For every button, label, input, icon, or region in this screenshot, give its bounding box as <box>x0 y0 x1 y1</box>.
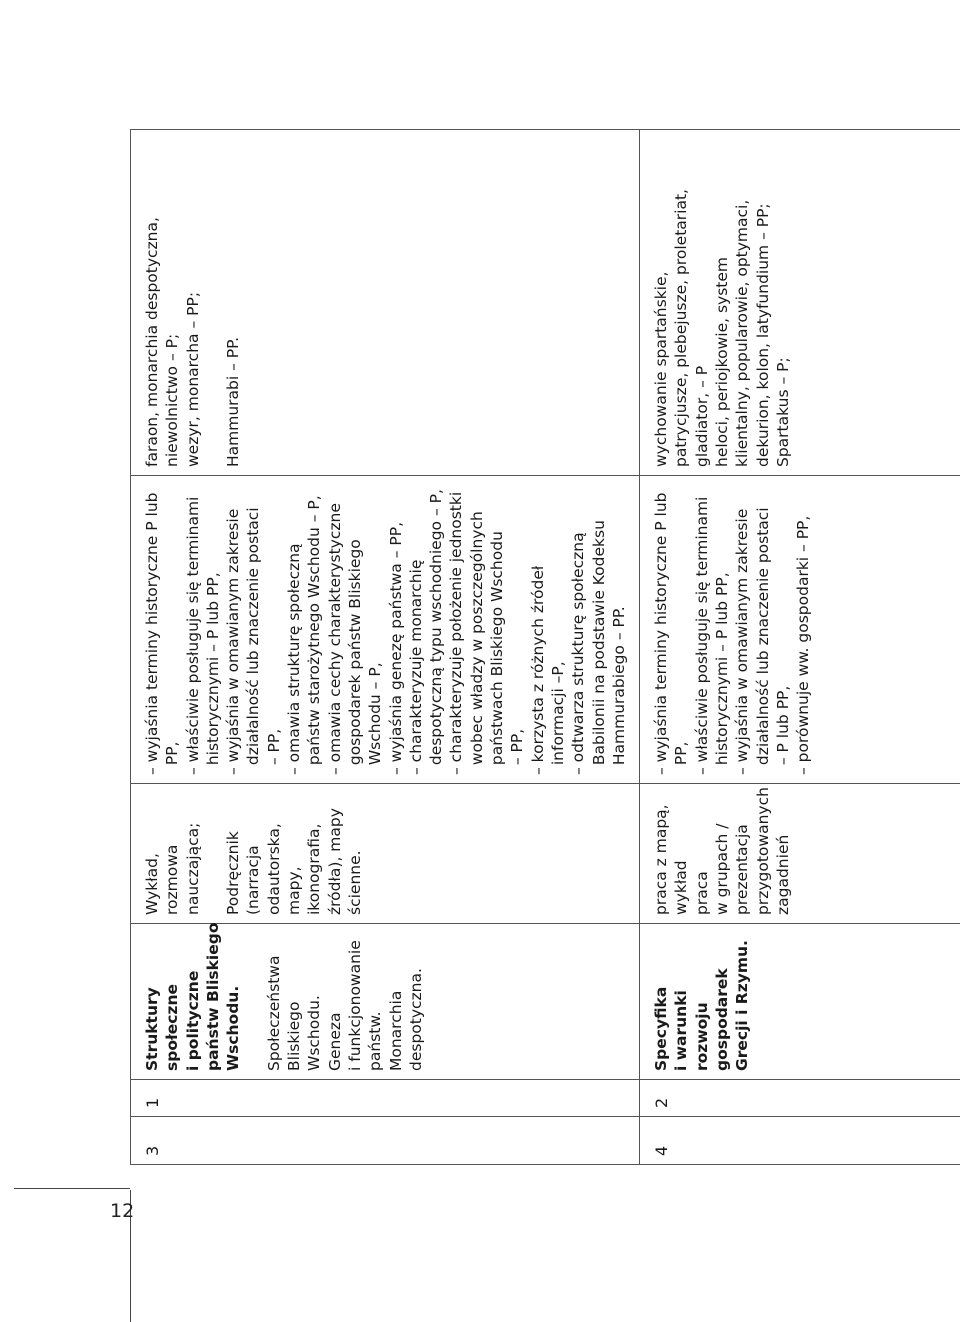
cell-line: w grupach / <box>713 823 732 915</box>
cell-line: społeczne <box>163 984 182 1071</box>
cell-line: zagadnień <box>773 834 792 915</box>
cell-line: historycznymi – P lub PP, <box>203 572 222 775</box>
cell-line: – wyjaśnia w omawianym zakresie <box>733 508 752 775</box>
cell-line: – wyjaśnia genezę państwa – PP, <box>386 521 405 775</box>
topic-cell <box>640 924 960 1080</box>
cell-line: patrycjusze, plebejusze, proletariat, <box>672 189 691 467</box>
cell-line: – porównuje ww. gospodarki – PP, <box>794 515 813 775</box>
page-number: 12 <box>110 1200 135 1222</box>
cell-line: Wykład, <box>143 853 161 915</box>
cell-line: państw. <box>366 1011 385 1071</box>
cell-line: Geneza <box>325 1012 344 1071</box>
cell-line: – odtwarza strukturę społeczną <box>569 532 588 775</box>
cell-line: – charakteryzuje położenie jednostki <box>447 491 466 775</box>
terms-cell <box>640 130 960 476</box>
cell-line: praca z mapą, <box>652 804 671 915</box>
cell-line: wezyr, monarcha – PP; <box>183 291 202 467</box>
cell-line: państw starożytnego Wschodu – P, <box>305 495 324 775</box>
cell-line: – wyjaśnia terminy historyczne P lub <box>652 492 671 775</box>
cell-line: ikonografia, <box>305 823 324 915</box>
line-gap <box>203 792 223 915</box>
cell-line: despotyczna. <box>406 968 425 1071</box>
cell-line: klientalny, popularowie, optymaci, <box>733 199 752 467</box>
cell-line: praca <box>692 871 711 915</box>
cell-line: działalność lub znaczenie postaci <box>753 507 772 775</box>
cell-line: nauczająca; <box>183 822 202 915</box>
cell-line: – omawia cechy charakterystyczne <box>325 503 344 775</box>
cell-line: gospodarek <box>713 968 732 1071</box>
terms-cell <box>131 130 640 476</box>
cell-line: i funkcjonowanie <box>345 940 364 1071</box>
cell-line: prezentacja <box>733 824 752 915</box>
cell-line: – charakteryzuje monarchię <box>406 559 425 775</box>
cell-line: Wschodu. <box>224 985 243 1071</box>
cell-line: państwach Bliskiego Wschodu <box>488 531 507 775</box>
cell-line: – wyjaśnia w omawianym zakresie <box>224 508 243 775</box>
cell-line: – korzysta z różnych źródeł <box>528 565 547 775</box>
table-body <box>131 130 960 1165</box>
methods-cell <box>131 784 640 924</box>
cell-line: despotyczną typu wschodniego – P, <box>427 489 446 775</box>
cell-line: Bliskiego <box>285 1001 304 1071</box>
cell-line: (narracja <box>244 845 263 915</box>
cell-line: – właściwie posługuje się terminami <box>692 496 711 775</box>
cell-line: Hammurabiego – PP. <box>609 606 628 775</box>
cell-line: Wschodu – P, <box>366 662 385 775</box>
line-gap <box>203 138 223 467</box>
cell-line: wobec władzy w poszczególnych <box>467 511 486 775</box>
cell-line: – omawia strukturę społeczną <box>285 543 304 775</box>
cell-line: – PP, <box>264 728 283 775</box>
cell-line: – wyjaśnia terminy historyczne P lub <box>143 492 161 775</box>
cell-line: Specyfika <box>652 986 671 1071</box>
methods-cell <box>640 784 960 924</box>
cell-line: źródła), mapy <box>325 808 344 915</box>
cell-line: – właściwie posługuje się terminami <box>183 496 202 775</box>
cell-line: – P lub PP, <box>773 685 792 775</box>
table-row <box>131 130 640 1165</box>
cell-line: rozwoju <box>692 1002 711 1071</box>
cell-line: PP, <box>163 741 182 775</box>
cell-line: mapy, <box>285 866 304 915</box>
cell-line: i polityczne <box>183 970 202 1071</box>
cell-line: wychowanie spartańskie, <box>652 271 671 467</box>
cell-line: ścienne. <box>345 850 364 915</box>
lesson-number-cell: 4 <box>640 1117 960 1165</box>
curriculum-table-rotated <box>130 130 960 1165</box>
line-gap <box>243 932 263 1071</box>
hours-cell: 1 <box>131 1080 640 1117</box>
cell-line: działalność lub znaczenie postaci <box>244 507 263 775</box>
requirements-cell <box>131 476 640 784</box>
cell-line: informacji –P, <box>548 661 567 775</box>
lesson-number-cell: 3 <box>131 1117 640 1165</box>
cell-line: Hammurabi – PP. <box>224 336 243 467</box>
cell-line: Grecji i Rzymu. <box>733 940 752 1071</box>
cell-line: – PP, <box>508 728 527 775</box>
cell-line: Wschodu. <box>305 995 324 1071</box>
cell-line: Struktury <box>143 987 161 1071</box>
curriculum-table <box>130 129 960 1165</box>
cell-line: niewolnictwo – P; <box>163 333 182 467</box>
cell-line: Babilonii na podstawie Kodeksu <box>589 520 608 775</box>
cell-line: Spartakus – P; <box>773 357 792 467</box>
hours-cell: 2 <box>640 1080 960 1117</box>
requirements-cell <box>640 476 960 784</box>
cell-line: i warunki <box>672 990 691 1071</box>
cell-line: wykład <box>672 860 691 915</box>
cell-line: PP, <box>672 741 691 775</box>
cell-line: odautorska, <box>264 823 283 915</box>
cell-line: rozmowa <box>163 844 182 915</box>
cell-line: dekurion, kolon, latyfundium – PP; <box>753 203 772 467</box>
cell-line: przygotowanych <box>753 787 772 915</box>
cell-line: państw Bliskiego <box>203 922 222 1071</box>
cell-line: Społeczeństwa <box>264 955 283 1071</box>
cell-line: Monarchia <box>386 990 405 1071</box>
cell-line: gospodarek państw Bliskiego <box>345 539 364 775</box>
topic-cell <box>131 924 640 1080</box>
footer-rule <box>14 1188 130 1189</box>
table-row <box>640 130 960 1165</box>
cell-line: heloci, periojkowie, system <box>713 257 732 467</box>
cell-line: Podręcznik <box>224 831 243 915</box>
cell-line: faraon, monarchia despotyczna, <box>143 217 161 467</box>
cell-line: gladiator, – P <box>692 365 711 467</box>
cell-line: historycznymi – P lub PP, <box>713 572 732 775</box>
